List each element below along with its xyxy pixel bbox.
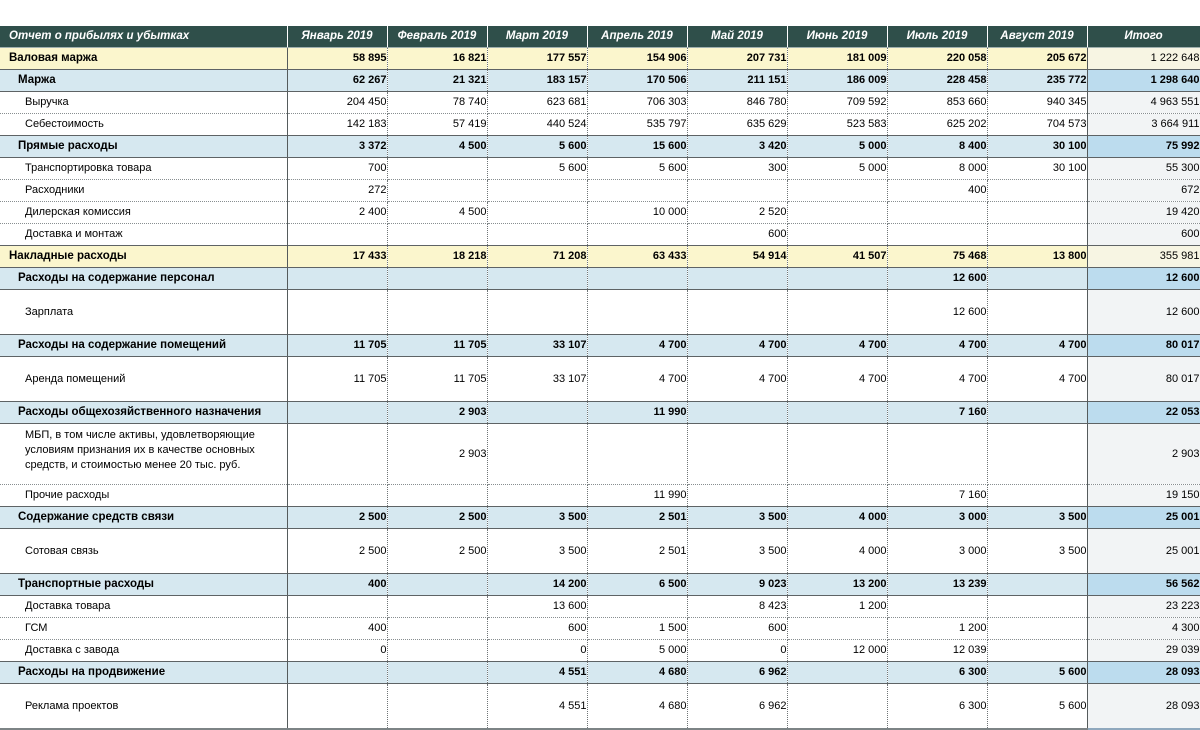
cell-month-5[interactable]: 4 700 (687, 357, 787, 402)
cell-month-3[interactable]: 13 600 (487, 596, 587, 618)
cell-month-3[interactable]: 5 600 (487, 158, 587, 180)
table-row[interactable] (0, 246, 1200, 268)
cell-month-5[interactable]: 2 520 (687, 202, 787, 224)
cell-month-3[interactable]: 0 (487, 640, 587, 662)
cell-month-2[interactable]: 11 705 (387, 357, 487, 402)
cell-month-6[interactable] (787, 268, 887, 290)
cell-month-4[interactable] (587, 180, 687, 202)
cell-month-3[interactable]: 33 107 (487, 335, 587, 357)
cell-month-6[interactable] (787, 485, 887, 507)
cell-month-7[interactable]: 400 (887, 180, 987, 202)
cell-month-7[interactable]: 3 000 (887, 529, 987, 574)
cell-month-8[interactable] (987, 224, 1087, 246)
cell-month-1[interactable] (287, 485, 387, 507)
table-row[interactable] (0, 136, 1200, 158)
cell-month-6[interactable]: 41 507 (787, 246, 887, 268)
row-label: Валовая маржа (0, 48, 287, 70)
row-label: Транспортировка товара (0, 158, 287, 180)
cell-month-3[interactable] (487, 224, 587, 246)
cell-month-7[interactable]: 12 039 (887, 640, 987, 662)
cell-month-8[interactable]: 30 100 (987, 136, 1087, 158)
cell-month-3[interactable]: 14 200 (487, 574, 587, 596)
table-row[interactable] (0, 596, 1200, 618)
cell-month-5[interactable]: 4 700 (687, 335, 787, 357)
cell-month-8[interactable] (987, 424, 1087, 485)
row-label: Доставка с завода (0, 640, 287, 662)
profit-loss-spreadsheet (0, 26, 1200, 730)
cell-month-8[interactable]: 4 700 (987, 335, 1087, 357)
cell-month-7[interactable] (887, 424, 987, 485)
cell-month-1[interactable] (287, 268, 387, 290)
table-row[interactable] (0, 662, 1200, 684)
table-row[interactable] (0, 158, 1200, 180)
cell-month-4[interactable]: 15 600 (587, 136, 687, 158)
cell-month-7[interactable]: 4 700 (887, 335, 987, 357)
cell-month-5[interactable]: 3 420 (687, 136, 787, 158)
cell-month-2[interactable]: 18 218 (387, 246, 487, 268)
cell-month-8[interactable]: 704 573 (987, 114, 1087, 136)
table-row[interactable] (0, 268, 1200, 290)
column-header-month-1: Январь 2019 (287, 26, 387, 48)
column-header-month-6: Июнь 2019 (787, 26, 887, 48)
cell-month-3[interactable]: 4 551 (487, 662, 587, 684)
cell-month-5[interactable]: 6 962 (687, 684, 787, 730)
cell-month-4[interactable] (587, 424, 687, 485)
cell-month-1[interactable]: 11 705 (287, 335, 387, 357)
cell-month-1[interactable]: 0 (287, 640, 387, 662)
cell-month-4[interactable]: 2 501 (587, 507, 687, 529)
cell-month-4[interactable]: 1 500 (587, 618, 687, 640)
cell-month-2[interactable] (387, 290, 487, 335)
table-row[interactable] (0, 70, 1200, 92)
row-label: Доставка товара (0, 596, 287, 618)
cell-month-5[interactable]: 211 151 (687, 70, 787, 92)
cell-month-7[interactable]: 4 700 (887, 357, 987, 402)
cell-total[interactable]: 23 223 (1087, 596, 1200, 618)
cell-month-6[interactable]: 4 000 (787, 507, 887, 529)
cell-month-3[interactable]: 177 557 (487, 48, 587, 70)
cell-month-5[interactable] (687, 402, 787, 424)
cell-month-6[interactable] (787, 290, 887, 335)
table-row[interactable] (0, 402, 1200, 424)
cell-month-7[interactable]: 853 660 (887, 92, 987, 114)
cell-total[interactable]: 55 300 (1087, 158, 1200, 180)
cell-month-4[interactable] (587, 596, 687, 618)
cell-month-6[interactable]: 709 592 (787, 92, 887, 114)
cell-month-2[interactable]: 4 500 (387, 136, 487, 158)
cell-month-3[interactable]: 600 (487, 618, 587, 640)
row-label: Прямые расходы (0, 136, 287, 158)
cell-month-2[interactable] (387, 618, 487, 640)
cell-month-8[interactable]: 940 345 (987, 92, 1087, 114)
cell-month-5[interactable]: 3 500 (687, 529, 787, 574)
row-label: Расходы на содержание помещений (0, 335, 287, 357)
column-header-month-2: Февраль 2019 (387, 26, 487, 48)
cell-month-6[interactable]: 12 000 (787, 640, 887, 662)
row-label: Зарплата (0, 290, 287, 335)
cell-total[interactable]: 12 600 (1087, 268, 1200, 290)
cell-month-4[interactable]: 706 303 (587, 92, 687, 114)
cell-month-8[interactable]: 4 700 (987, 357, 1087, 402)
cell-month-1[interactable] (287, 424, 387, 485)
cell-month-8[interactable] (987, 180, 1087, 202)
cell-total[interactable]: 2 903 (1087, 424, 1200, 485)
row-label: Расходники (0, 180, 287, 202)
header-row (0, 26, 1200, 48)
cell-month-2[interactable] (387, 684, 487, 730)
row-label: Прочие расходы (0, 485, 287, 507)
cell-month-8[interactable]: 3 500 (987, 507, 1087, 529)
cell-total[interactable]: 28 093 (1087, 662, 1200, 684)
cell-month-2[interactable]: 4 500 (387, 202, 487, 224)
cell-month-4[interactable]: 6 500 (587, 574, 687, 596)
cell-total[interactable]: 29 039 (1087, 640, 1200, 662)
row-label: Расходы на продвижение (0, 662, 287, 684)
cell-month-8[interactable]: 205 672 (987, 48, 1087, 70)
cell-month-2[interactable] (387, 158, 487, 180)
cell-month-4[interactable] (587, 290, 687, 335)
table-row[interactable] (0, 180, 1200, 202)
cell-month-4[interactable]: 4 700 (587, 357, 687, 402)
cell-month-5[interactable] (687, 424, 787, 485)
cell-month-2[interactable] (387, 662, 487, 684)
cell-month-1[interactable]: 2 400 (287, 202, 387, 224)
cell-total[interactable]: 56 562 (1087, 574, 1200, 596)
cell-month-7[interactable]: 8 400 (887, 136, 987, 158)
cell-month-3[interactable]: 71 208 (487, 246, 587, 268)
cell-month-7[interactable] (887, 596, 987, 618)
cell-month-6[interactable] (787, 202, 887, 224)
cell-month-2[interactable]: 57 419 (387, 114, 487, 136)
table-row[interactable] (0, 357, 1200, 402)
cell-total[interactable]: 19 420 (1087, 202, 1200, 224)
cell-month-5[interactable] (687, 268, 787, 290)
cell-month-7[interactable]: 13 239 (887, 574, 987, 596)
cell-month-6[interactable] (787, 402, 887, 424)
table-row[interactable] (0, 640, 1200, 662)
cell-month-5[interactable]: 846 780 (687, 92, 787, 114)
cell-month-8[interactable]: 235 772 (987, 70, 1087, 92)
cell-month-8[interactable]: 5 600 (987, 662, 1087, 684)
cell-month-8[interactable]: 30 100 (987, 158, 1087, 180)
cell-month-2[interactable]: 2 500 (387, 507, 487, 529)
cell-month-7[interactable]: 7 160 (887, 485, 987, 507)
table-row[interactable] (0, 202, 1200, 224)
cell-total[interactable]: 1 298 640 (1087, 70, 1200, 92)
table-row[interactable] (0, 424, 1200, 485)
cell-month-4[interactable]: 11 990 (587, 402, 687, 424)
cell-total[interactable]: 3 664 911 (1087, 114, 1200, 136)
cell-month-7[interactable]: 6 300 (887, 684, 987, 730)
cell-month-1[interactable]: 3 372 (287, 136, 387, 158)
cell-month-6[interactable]: 1 200 (787, 596, 887, 618)
cell-month-2[interactable]: 11 705 (387, 335, 487, 357)
cell-month-1[interactable]: 17 433 (287, 246, 387, 268)
cell-month-1[interactable]: 272 (287, 180, 387, 202)
cell-month-5[interactable] (687, 290, 787, 335)
cell-month-2[interactable] (387, 574, 487, 596)
cell-month-1[interactable]: 204 450 (287, 92, 387, 114)
cell-month-4[interactable]: 4 700 (587, 335, 687, 357)
cell-total[interactable]: 19 150 (1087, 485, 1200, 507)
cell-month-5[interactable]: 207 731 (687, 48, 787, 70)
table-row[interactable] (0, 114, 1200, 136)
cell-month-3[interactable]: 3 500 (487, 507, 587, 529)
cell-total[interactable]: 80 017 (1087, 357, 1200, 402)
row-label: Дилерская комиссия (0, 202, 287, 224)
table-row[interactable] (0, 507, 1200, 529)
cell-month-2[interactable]: 16 821 (387, 48, 487, 70)
table-row[interactable] (0, 485, 1200, 507)
cell-month-8[interactable] (987, 640, 1087, 662)
cell-month-5[interactable] (687, 180, 787, 202)
cell-month-7[interactable] (887, 224, 987, 246)
column-header-month-4: Апрель 2019 (587, 26, 687, 48)
cell-month-3[interactable]: 5 600 (487, 136, 587, 158)
cell-total[interactable]: 25 001 (1087, 529, 1200, 574)
cell-month-1[interactable]: 2 500 (287, 529, 387, 574)
cell-month-2[interactable]: 21 321 (387, 70, 487, 92)
table-row[interactable] (0, 48, 1200, 70)
cell-month-3[interactable]: 4 551 (487, 684, 587, 730)
cell-total[interactable]: 4 963 551 (1087, 92, 1200, 114)
cell-month-3[interactable] (487, 485, 587, 507)
table-header (0, 26, 1200, 48)
cell-month-4[interactable]: 4 680 (587, 662, 687, 684)
row-label: Транспортные расходы (0, 574, 287, 596)
cell-month-3[interactable]: 623 681 (487, 92, 587, 114)
cell-month-6[interactable] (787, 424, 887, 485)
cell-total[interactable]: 75 992 (1087, 136, 1200, 158)
cell-month-5[interactable]: 54 914 (687, 246, 787, 268)
column-header-month-3: Март 2019 (487, 26, 587, 48)
cell-month-4[interactable]: 5 000 (587, 640, 687, 662)
cell-month-4[interactable]: 4 680 (587, 684, 687, 730)
cell-month-2[interactable]: 2 500 (387, 529, 487, 574)
cell-month-6[interactable]: 5 000 (787, 158, 887, 180)
column-header-month-7: Июль 2019 (887, 26, 987, 48)
cell-month-1[interactable]: 11 705 (287, 357, 387, 402)
cell-month-2[interactable] (387, 596, 487, 618)
cell-total[interactable]: 12 600 (1087, 290, 1200, 335)
cell-month-5[interactable]: 635 629 (687, 114, 787, 136)
cell-month-2[interactable] (387, 224, 487, 246)
cell-month-6[interactable]: 523 583 (787, 114, 887, 136)
cell-month-1[interactable]: 142 183 (287, 114, 387, 136)
cell-month-1[interactable] (287, 224, 387, 246)
cell-month-7[interactable]: 625 202 (887, 114, 987, 136)
cell-month-8[interactable]: 13 800 (987, 246, 1087, 268)
cell-month-7[interactable]: 7 160 (887, 402, 987, 424)
cell-month-3[interactable] (487, 424, 587, 485)
cell-month-1[interactable]: 2 500 (287, 507, 387, 529)
table-row[interactable] (0, 574, 1200, 596)
cell-month-3[interactable] (487, 402, 587, 424)
cell-month-2[interactable] (387, 485, 487, 507)
cell-month-6[interactable] (787, 684, 887, 730)
cell-month-1[interactable]: 62 267 (287, 70, 387, 92)
cell-month-4[interactable]: 10 000 (587, 202, 687, 224)
cell-month-5[interactable]: 9 023 (687, 574, 787, 596)
cell-month-2[interactable]: 78 740 (387, 92, 487, 114)
cell-month-3[interactable] (487, 202, 587, 224)
cell-total[interactable]: 80 017 (1087, 335, 1200, 357)
cell-month-6[interactable]: 4 700 (787, 357, 887, 402)
cell-month-2[interactable] (387, 180, 487, 202)
cell-month-5[interactable]: 600 (687, 224, 787, 246)
table-row[interactable] (0, 224, 1200, 246)
cell-month-3[interactable] (487, 290, 587, 335)
cell-month-1[interactable]: 400 (287, 574, 387, 596)
cell-month-2[interactable]: 2 903 (387, 424, 487, 485)
cell-month-8[interactable] (987, 596, 1087, 618)
cell-month-8[interactable] (987, 290, 1087, 335)
table-row[interactable] (0, 684, 1200, 730)
cell-month-2[interactable] (387, 268, 487, 290)
row-label: Накладные расходы (0, 246, 287, 268)
cell-month-3[interactable]: 183 157 (487, 70, 587, 92)
cell-month-4[interactable]: 2 501 (587, 529, 687, 574)
cell-month-4[interactable]: 11 990 (587, 485, 687, 507)
cell-month-7[interactable]: 12 600 (887, 290, 987, 335)
row-label: Содержание средств связи (0, 507, 287, 529)
table-row[interactable] (0, 335, 1200, 357)
row-label: Доставка и монтаж (0, 224, 287, 246)
cell-month-8[interactable]: 5 600 (987, 684, 1087, 730)
cell-month-8[interactable] (987, 202, 1087, 224)
cell-month-5[interactable]: 8 423 (687, 596, 787, 618)
cell-month-6[interactable]: 4 700 (787, 335, 887, 357)
cell-month-7[interactable]: 6 300 (887, 662, 987, 684)
cell-month-6[interactable] (787, 618, 887, 640)
table-row[interactable] (0, 290, 1200, 335)
table-row[interactable] (0, 618, 1200, 640)
cell-month-8[interactable] (987, 268, 1087, 290)
cell-month-4[interactable]: 154 906 (587, 48, 687, 70)
cell-month-7[interactable]: 3 000 (887, 507, 987, 529)
cell-month-5[interactable]: 0 (687, 640, 787, 662)
cell-month-5[interactable]: 6 962 (687, 662, 787, 684)
cell-month-6[interactable] (787, 662, 887, 684)
cell-month-8[interactable] (987, 402, 1087, 424)
cell-month-4[interactable]: 63 433 (587, 246, 687, 268)
cell-month-8[interactable]: 3 500 (987, 529, 1087, 574)
cell-month-3[interactable]: 440 524 (487, 114, 587, 136)
cell-month-3[interactable]: 33 107 (487, 357, 587, 402)
cell-total[interactable]: 25 001 (1087, 507, 1200, 529)
cell-month-3[interactable]: 3 500 (487, 529, 587, 574)
cell-month-1[interactable] (287, 662, 387, 684)
cell-month-1[interactable] (287, 596, 387, 618)
cell-total[interactable]: 28 093 (1087, 684, 1200, 730)
cell-month-5[interactable] (687, 485, 787, 507)
cell-month-1[interactable]: 58 895 (287, 48, 387, 70)
column-header-total: Итого (1087, 26, 1200, 48)
cell-month-6[interactable] (787, 180, 887, 202)
cell-total[interactable]: 1 222 648 (1087, 48, 1200, 70)
cell-month-7[interactable] (887, 202, 987, 224)
column-header-title: Отчет о прибылях и убытках (0, 26, 287, 48)
row-label: Реклама проектов (0, 684, 287, 730)
column-header-month-8: Август 2019 (987, 26, 1087, 48)
cell-month-4[interactable]: 170 506 (587, 70, 687, 92)
cell-month-6[interactable]: 13 200 (787, 574, 887, 596)
cell-month-6[interactable]: 181 009 (787, 48, 887, 70)
cell-total[interactable]: 4 300 (1087, 618, 1200, 640)
row-label: Сотовая связь (0, 529, 287, 574)
cell-month-8[interactable] (987, 618, 1087, 640)
cell-month-2[interactable] (387, 640, 487, 662)
table-row[interactable] (0, 529, 1200, 574)
cell-month-8[interactable] (987, 574, 1087, 596)
cell-total[interactable]: 355 981 (1087, 246, 1200, 268)
cell-month-8[interactable] (987, 485, 1087, 507)
row-label: Маржа (0, 70, 287, 92)
cell-month-6[interactable]: 5 000 (787, 136, 887, 158)
cell-month-1[interactable]: 400 (287, 618, 387, 640)
cell-month-7[interactable]: 228 458 (887, 70, 987, 92)
cell-month-7[interactable]: 220 058 (887, 48, 987, 70)
table-row[interactable] (0, 92, 1200, 114)
cell-month-6[interactable] (787, 224, 887, 246)
cell-month-1[interactable] (287, 290, 387, 335)
cell-month-2[interactable]: 2 903 (387, 402, 487, 424)
row-label: МБП, в том числе активы, удовлетворяющие условиям признания их в качестве основных средств, и стоимостью менее 20 тыс. руб. (0, 424, 287, 485)
cell-month-4[interactable]: 5 600 (587, 158, 687, 180)
cell-month-5[interactable]: 300 (687, 158, 787, 180)
cell-month-7[interactable]: 1 200 (887, 618, 987, 640)
row-label: ГСМ (0, 618, 287, 640)
row-label: Расходы общехозяйственного назначения (0, 402, 287, 424)
table-body (0, 48, 1200, 730)
row-label: Аренда помещений (0, 357, 287, 402)
cell-month-1[interactable] (287, 402, 387, 424)
cell-total[interactable]: 22 053 (1087, 402, 1200, 424)
cell-month-6[interactable]: 186 009 (787, 70, 887, 92)
row-label: Выручка (0, 92, 287, 114)
cell-month-1[interactable] (287, 684, 387, 730)
cell-month-7[interactable]: 75 468 (887, 246, 987, 268)
cell-total[interactable]: 600 (1087, 224, 1200, 246)
row-label: Расходы на содержание персонал (0, 268, 287, 290)
cell-month-3[interactable] (487, 180, 587, 202)
cell-month-5[interactable]: 600 (687, 618, 787, 640)
cell-month-1[interactable]: 700 (287, 158, 387, 180)
cell-month-3[interactable] (487, 268, 587, 290)
cell-total[interactable]: 672 (1087, 180, 1200, 202)
cell-month-7[interactable]: 8 000 (887, 158, 987, 180)
cell-month-4[interactable]: 535 797 (587, 114, 687, 136)
cell-month-4[interactable] (587, 268, 687, 290)
column-header-month-5: Май 2019 (687, 26, 787, 48)
cell-month-4[interactable] (587, 224, 687, 246)
cell-month-5[interactable]: 3 500 (687, 507, 787, 529)
profit-loss-table (0, 26, 1200, 730)
cell-month-7[interactable]: 12 600 (887, 268, 987, 290)
cell-month-6[interactable]: 4 000 (787, 529, 887, 574)
row-label: Себестоимость (0, 114, 287, 136)
